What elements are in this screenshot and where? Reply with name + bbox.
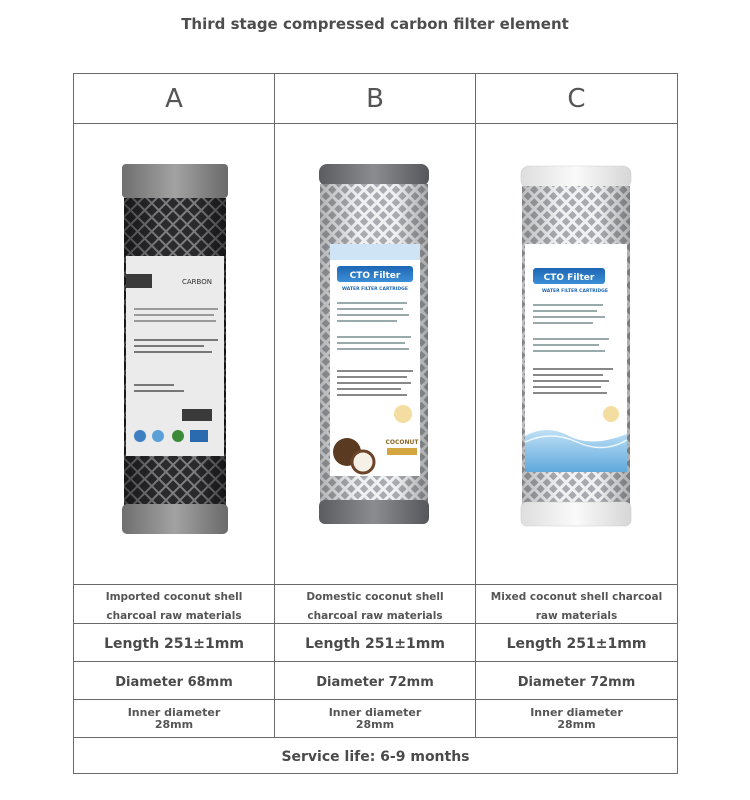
inner-diameter-text: Inner diameter 28mm — [328, 705, 422, 731]
product-image-c — [476, 124, 678, 585]
diameter-text: Diameter 68mm — [115, 675, 233, 690]
diameter-cell-c — [476, 662, 678, 700]
material-cell-c — [476, 585, 678, 624]
product-image-a — [74, 124, 275, 585]
filter-cartridge-icon — [477, 124, 677, 584]
inner-diameter-text: Inner diameter 28mm — [530, 705, 623, 731]
label-brand-text: CTO Filter — [543, 273, 594, 283]
diameter-text: Diameter 72mm — [316, 675, 434, 690]
diameter-cell-b — [275, 662, 476, 700]
inner-diameter-cell-c — [476, 700, 678, 738]
service-life-text: Service life: 6-9 months — [281, 749, 470, 765]
product-image-b — [275, 124, 476, 585]
inner-diameter-cell-b — [275, 700, 476, 738]
filter-cartridge-icon — [275, 124, 475, 584]
service-life-cell — [74, 738, 678, 774]
length-cell-b — [275, 624, 476, 662]
header-row — [74, 74, 678, 124]
length-row — [74, 624, 678, 662]
length-cell-c — [476, 624, 678, 662]
image-row — [74, 124, 678, 585]
label-brand-text: CARBON — [182, 278, 212, 286]
material-row — [74, 585, 678, 624]
column-header-c — [476, 74, 678, 124]
length-text: Length 251±1mm — [104, 636, 244, 652]
coconut-badge-text: COCONUT — [385, 439, 419, 446]
length-text: Length 251±1mm — [506, 636, 647, 652]
material-text: Domestic coconut shell charcoal raw materials — [306, 591, 444, 622]
length-cell-a — [74, 624, 275, 662]
column-header-a — [74, 74, 275, 124]
column-letter: C — [567, 83, 586, 114]
comparison-table — [73, 73, 678, 774]
material-text: Imported coconut shell charcoal raw materials — [105, 591, 243, 622]
inner-diameter-row — [74, 700, 678, 738]
label-subtitle-text: WATER FILTER CARTRIDGE — [342, 287, 408, 292]
filter-cartridge-icon — [74, 124, 274, 584]
material-cell-b — [275, 585, 476, 624]
page-title — [0, 16, 750, 33]
diameter-row — [74, 662, 678, 700]
column-letter: A — [165, 83, 183, 114]
material-text: Mixed coconut shell charcoal raw materials — [490, 591, 663, 622]
label-brand-text: CTO Filter — [349, 271, 401, 281]
service-life-row — [74, 738, 678, 774]
inner-diameter-cell-a — [74, 700, 275, 738]
diameter-text: Diameter 72mm — [517, 675, 636, 690]
inner-diameter-text: Inner diameter 28mm — [127, 705, 221, 731]
length-text: Length 251±1mm — [305, 636, 445, 652]
diameter-cell-a — [74, 662, 275, 700]
page-title-text: Third stage compressed carbon filter element — [181, 15, 569, 33]
label-subtitle-text: WATER FILTER CARTRIDGE — [541, 289, 608, 294]
column-header-b — [275, 74, 476, 124]
material-cell-a — [74, 585, 275, 624]
column-letter: B — [366, 83, 384, 114]
